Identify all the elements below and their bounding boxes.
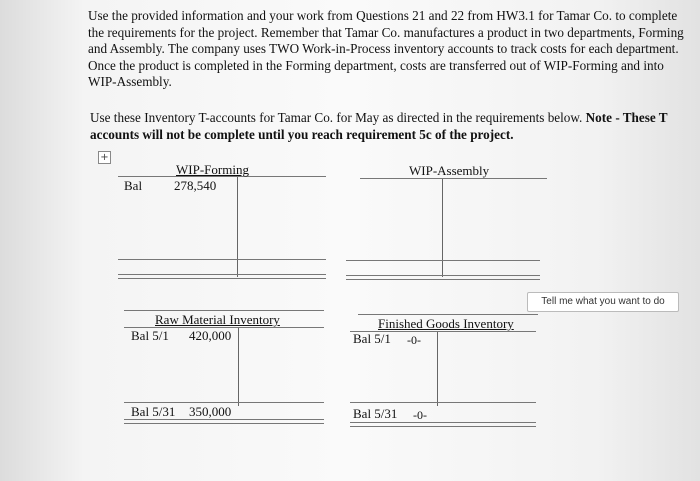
t-account-header-line xyxy=(124,310,324,311)
ending-balance-label: Bal 5/31 xyxy=(131,404,176,419)
t-account-title: WIP-Assembly xyxy=(409,163,490,178)
t-account-divider xyxy=(442,179,443,277)
t-account-double-line xyxy=(124,419,324,424)
t-account-instructions xyxy=(90,110,680,143)
t-account-double-line xyxy=(350,422,536,427)
instructions-paragraph: Use the provided information and your work from Questions 21 and 22 from HW3.1 for Tamar Co. to complete the requirements for the project. Remember that Tamar Co. manufactures a product in two departments, Forming and Assembly. The company uses TWO Work-in-Process inventory accounts to track costs for each department. Once the product is completed in the Forming department, costs are transferred out of WIP-Forming and into WIP-Assembly. xyxy=(88,8,684,90)
tell-me-search-box[interactable]: Tell me what you want to do xyxy=(527,292,679,312)
t-account-divider xyxy=(238,328,239,406)
balance-label: Bal 5/1 xyxy=(131,328,169,343)
t-account-total-line xyxy=(124,402,324,403)
t-account-title: WIP-Forming xyxy=(176,162,249,177)
t-account-double-line xyxy=(118,274,326,279)
instructions-normal-text: Use these Inventory T-accounts for Tamar Co. for May as directed in the requirements below. xyxy=(90,110,586,125)
t-account-divider xyxy=(437,332,438,406)
balance-value: 420,000 xyxy=(189,328,232,343)
t-account-header-line xyxy=(358,314,538,315)
t-account-double-line xyxy=(346,275,540,280)
t-account-title: Finished Goods Inventory xyxy=(378,316,514,331)
balance-label: Bal 5/1 xyxy=(353,331,391,346)
table-expand-icon[interactable]: + xyxy=(98,151,111,164)
t-account-top-line xyxy=(360,178,547,179)
t-account-title: Raw Material Inventory xyxy=(155,312,280,327)
balance-label: Bal xyxy=(124,178,143,193)
t-account-total-line xyxy=(350,402,536,403)
balance-value: -0- xyxy=(407,333,421,347)
balance-value: 278,540 xyxy=(174,178,217,193)
instructions-note-text: Note - These T accounts will not be complete until you reach requirement 5c of the project. xyxy=(90,110,668,142)
t-account-total-line xyxy=(118,259,326,260)
ending-balance-label: Bal 5/31 xyxy=(353,406,398,421)
t-account-divider xyxy=(237,177,238,277)
ending-balance-value: -0- xyxy=(413,408,427,422)
ending-balance-value: 350,000 xyxy=(189,404,232,419)
t-account-total-line xyxy=(346,260,540,261)
